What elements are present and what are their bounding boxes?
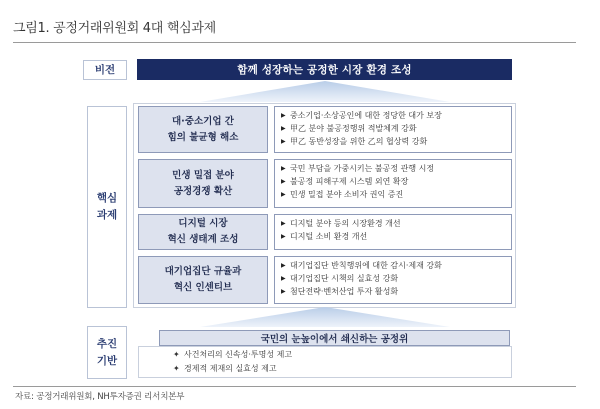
foundation-title-text: 국민의 눈높이에서 쇄신하는 공정위 [260, 334, 409, 345]
vision-label-text: 비전 [94, 63, 116, 76]
list-item [281, 259, 511, 272]
base-label-line2: 기반 [96, 354, 118, 367]
diamond-bullet-icon: ✦ [173, 350, 180, 359]
task-title-line: 대·중소기업 간 [172, 115, 234, 127]
list-item [281, 217, 511, 230]
list-item [281, 122, 511, 135]
top-divider [13, 42, 576, 43]
item-text: 甲乙 분야 불공정행위 적발체계 강화 [290, 124, 417, 133]
task-items [274, 106, 512, 153]
task-items [274, 159, 512, 208]
list-item [173, 348, 511, 362]
foundation-label [87, 326, 127, 379]
task-row [138, 214, 512, 250]
triangle-bullet-icon: ▶ [281, 191, 286, 198]
task-title [138, 214, 268, 250]
item-text: 첨단전략·벤처산업 투자 활성화 [290, 287, 399, 296]
task-title [138, 106, 268, 153]
list-item [281, 272, 511, 285]
core-label-line1: 핵심 [96, 192, 118, 204]
up-arrow-icon [200, 81, 450, 102]
triangle-bullet-icon: ▶ [281, 125, 286, 132]
up-arrow-icon [200, 307, 450, 327]
task-title-line: 혁신 생태계 조성 [167, 234, 239, 245]
list-item [281, 285, 511, 298]
item-text: 대기업집단 시책의 실효성 강화 [290, 274, 399, 283]
item-text: 민생 밀접 분야 소비자 권익 증진 [290, 190, 404, 199]
triangle-bullet-icon: ▶ [281, 138, 286, 145]
item-text: 국민 부담을 가중시키는 불공정 관행 시정 [290, 164, 435, 173]
vision-label [83, 60, 127, 80]
item-text: 중소기업·소상공인에 대한 정당한 대가 보장 [290, 111, 442, 120]
item-text: 경제적 제재의 실효성 제고 [184, 364, 277, 373]
triangle-bullet-icon: ▶ [281, 220, 286, 227]
task-items [274, 214, 512, 250]
task-title-line: 혁신 인센티브 [173, 282, 233, 293]
triangle-bullet-icon: ▶ [281, 112, 286, 119]
triangle-bullet-icon: ▶ [281, 275, 286, 282]
core-tasks-label [87, 106, 127, 308]
list-item [281, 188, 511, 201]
source-note: 자료: 공정거래위원회, NH투자증권 리서치본부 [15, 392, 185, 402]
triangle-bullet-icon: ▶ [281, 165, 286, 172]
task-title-line: 대기업집단 규율과 [164, 266, 242, 277]
task-items [274, 256, 512, 304]
task-title [138, 159, 268, 208]
triangle-bullet-icon: ▶ [281, 288, 286, 295]
item-text: 불공정 피해구제 시스템 외연 확장 [290, 177, 409, 186]
list-item [281, 162, 511, 175]
task-title-line: 힘의 불균형 해소 [167, 131, 239, 143]
item-text: 디지털 분야 등의 시장환경 개선 [290, 219, 401, 228]
vision-banner [137, 59, 512, 80]
list-item [281, 230, 511, 243]
task-title-line: 민생 밀접 분야 [172, 169, 234, 181]
diamond-bullet-icon: ✦ [173, 364, 180, 373]
task-title-line: 디지털 시장 [178, 218, 228, 229]
task-row [138, 159, 512, 208]
base-label-line1: 추진 [96, 337, 118, 350]
list-item [281, 109, 511, 122]
task-title [138, 256, 268, 304]
list-item [281, 135, 511, 148]
foundation-title [159, 330, 510, 346]
triangle-bullet-icon: ▶ [281, 262, 286, 269]
item-text: 甲乙 동반성장을 위한 乙의 협상력 강화 [290, 137, 428, 146]
core-label-line2: 과제 [96, 209, 118, 221]
triangle-bullet-icon: ▶ [281, 178, 286, 185]
task-title-line: 공정경쟁 확산 [173, 185, 233, 197]
triangle-bullet-icon: ▶ [281, 233, 286, 240]
item-text: 사건처리의 신속성·투명성 제고 [184, 350, 293, 359]
item-text: 디지털 소비 환경 개선 [290, 232, 368, 241]
task-row [138, 106, 512, 153]
bottom-divider [13, 386, 576, 387]
list-item [173, 362, 511, 376]
figure-title: 그림1. 공정거래위원회 4대 핵심과제 [13, 21, 216, 36]
vision-text: 함께 성장하는 공정한 시장 환경 조성 [237, 64, 412, 76]
foundation-box [138, 346, 512, 378]
task-row [138, 256, 512, 304]
list-item [281, 175, 511, 188]
item-text: 대기업집단 반칙행위에 대한 감시·제재 강화 [290, 261, 442, 270]
